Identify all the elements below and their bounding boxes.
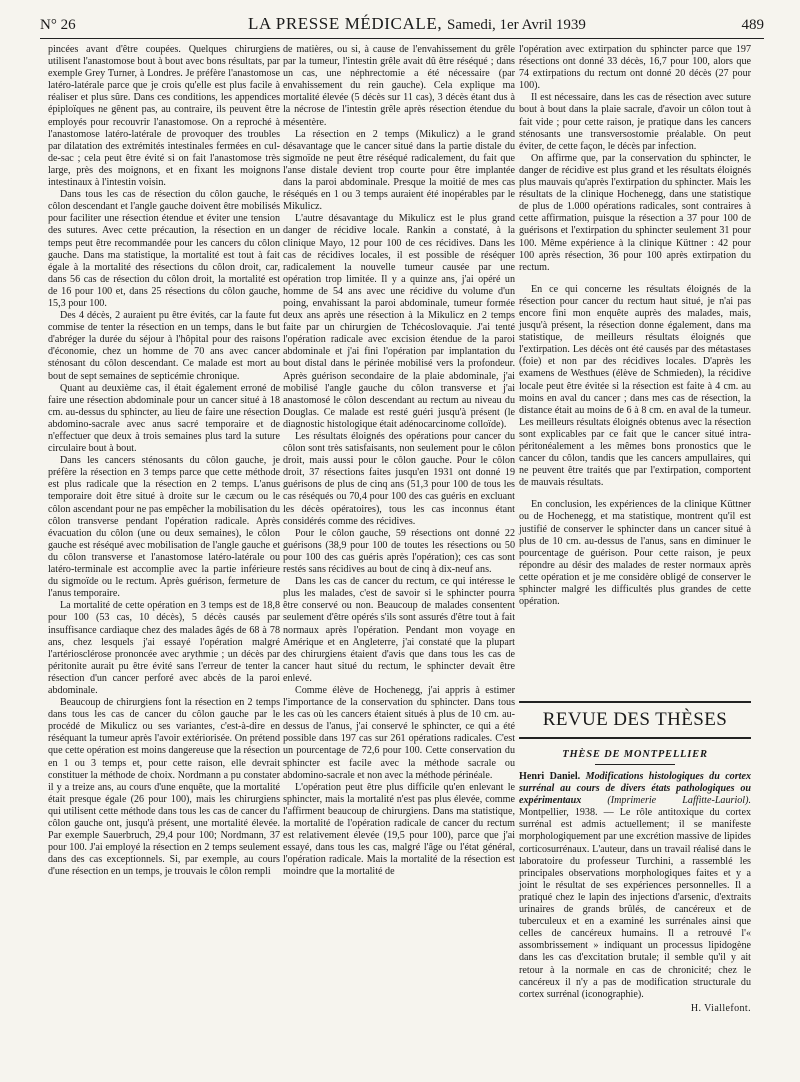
- masthead: [40, 14, 764, 40]
- paragraph: En conclusion, les expériences de la clinique Küttner ou de Hochenegg, et ma statistique, montrent qu'il est justifié de conserver le sphincter dans un cancer situé à plus de 10 cm. au-dessus de l'anus, sans en diminuer le pourcentage de guérison. Pour cette raison, je peux répondre au désir des malades de rester normaux après cette opération et je me considère obligé de conserver le sphincter malgré les difficultés plus grandes de cette opération.: [519, 499, 751, 608]
- paragraph: de matières, ou si, à cause de l'envahissement du grêle par la tumeur, l'intestin grêle avait dû être réséqué ; dans un cas, une néphrectomie a été nécessaire (par envahissement du rein gauche). Cela explique ma mortalité élevée (5 décès sur 11 cas), 3 décès étant dus à la nécrose de l'intestin grêle après résection étendue du mésentère.: [283, 44, 515, 128]
- paragraph: Les résultats éloignés des opérations pour cancer du côlon sont très satisfaisants, non seulement pour le côlon droit, mais aussi pour le côlon gauche. Pour le côlon droit, 37 résections faites jusqu'en 1931 ont donné 19 guérisons de plus de cinq ans (51,3 pour 100 de tous les cas réséqués ou 70,4 pour 100 des cas guéris en excluant les décès opératoires), tous les cas inconnus étant considérés comme des récidives.: [283, 431, 515, 527]
- paragraph: Dans les cas de cancer du rectum, ce qui intéresse le plus les malades, c'est de savoir si le sphincter pourra être conservé ou non. Beaucoup de malades consentent seulement d'être opérés s'ils sont assurés d'être tout à fait normaux après l'opération. Pendant mon voyage en Amérique et en Angleterre, j'ai constaté que la plupart des chirurgiens étaient d'avis que dans tous les cas de cancer haut situé du rectum, le sphincter devait être enlevé.: [283, 576, 515, 684]
- header-rule: [40, 38, 764, 39]
- review-author: Henri Daniel.: [519, 771, 581, 782]
- paragraph: On affirme que, par la conservation du sphincter, le danger de récidive est plus grand et les résultats éloignés plus mauvais qu'après l'extirpation du sphincter. Mais les résultats de la clinique Hochenegg, dans une statistique de plus de 1.000 opérations radicales, sont contraires à cette affirmation, puisque la résection a 37 pour 100 de guérisons et l'extirpation du sphincter seulement 31 pour 100. Même expérience à la clinique Küttner : 42 pour 100 après résection, 36 pour 100 après extirpation du rectum.: [519, 152, 751, 273]
- paragraph: Il est nécessaire, dans les cas de résection avec suture bout à bout dans la plaie sacrale, d'avoir un côlon tout à fait vide ; pour cette raison, je pratique dans les cancers sténosants une transversostomie préalable. On peut éviter, de cette façon, le décès par infection.: [519, 92, 751, 152]
- paragraph: La résection en 2 temps (Mikulicz) a le grand désavantage que le cancer situé dans la partie distale du sigmoïde ne peut être réséqué radicalement, du fait que l'anse distale devient trop courte pour être implantée dans la paroi abdominale. Presque la moitié de mes cas réséqués en 1 ou 3 temps auraient été inopérables par le Mikulicz.: [283, 128, 515, 213]
- paragraph: En ce qui concerne les résultats éloignés de la résection pour cancer du rectum haut situé, je n'ai pas encore fini mon enquête auprès des malades, mais, jusqu'à présent, la résection donne également, dans ma statistique, de meilleurs résultats éloignés que l'extirpation. Les décès ont été causés par des métastases (foie) et non par des récidives locales. D'après les examens de Westhues (élève de Schmieden), la récidive locale peut être évitée si la résection est faite à 4 cm. au moins en aval du cancer ; dans mes cas de résection, la distance était au moins de 6 à 8 cm. en aval de la tumeur. Les meilleurs résultats éloignés obtenus avec la résection sont explicables par ce fait que le cancer situé intra-péritonéalement a les mêmes bons pronostics que le cancer du côlon, tandis que les cancers ampullaires, qui ne peuvent être traités que par l'extirpation, comportent de mauvais résultats.: [519, 283, 751, 489]
- column-2: [283, 44, 515, 878]
- paragraph: La mortalité de cette opération en 3 temps est de 18,8 pour 100 (53 cas, 10 décès), 5 décès causés par insuffisance cardiaque chez des malades âgés de 68 à 78 ans, chez lesquels j'ai essayé l'opération malgré l'artériosclérose prononcée avec arythmie ; un décès par péritonite aurait pu être évité sans l'erreur de tenter la résection d'un cancer perforé avec abcès de la paroi abdominale.: [48, 600, 280, 696]
- thesis-review: [519, 701, 751, 1014]
- page-number: 489: [741, 17, 764, 33]
- review-thesis-title: Modifications histologiques du cortex surrénal au cours de divers états pathologiques ou expérimentaux: [519, 771, 751, 807]
- issue-number: N° 26: [40, 17, 76, 33]
- paragraph: L'autre désavantage du Mikulicz est le plus grand danger de récidive locale. Rankin a constaté, à la clinique Mayo, 12 pour 100 de ces récidives. Dans les cas de récidives locales, il est possible de réséquer radicalement la nouvelle tumeur causée par une opération trop limitée. Il y a quinze ans, j'ai opéré un homme de 54 ans avec une récidive du volume d'un poing, envahissant la paroi abdominale, tumeur formée deux ans après une résection à la Mikulicz en 2 temps faite par un chirurgien de Tchécoslovaquie. J'ai tenté l'opération radicale avec excision étendue de la paroi abdominale et j'ai fini l'opération par implantation du bout distal dans le périnée mobilisé vers la profondeur. Après guérison secondaire de la plaie abdominale, j'ai mobilisé l'angle gauche du côlon transverse et j'ai anastomosé le côlon descendant au rectum au niveau du Douglas. Ce malade est resté guéri jusqu'à présent (le diagnostic histologique était adénocarcinome colloïde).: [283, 213, 515, 430]
- section-title: REVUE DES THÈSES: [542, 709, 728, 730]
- column-1: [48, 44, 280, 878]
- paragraph: L'opération peut être plus difficile qu'en enlevant le sphincter, mais la mortalité n'est pas plus élevée, comme l'affirment beaucoup de chirurgiens. Dans ma statistique, la mortalité de l'opération radicale de cancer du rectum est relativement élevée (19,5 pour 100), parce que j'ai essayé, dans tous les cas, malgré l'âge ou l'état général, l'opération radicale. Mais la mortalité de la résection est moindre que la mortalité de: [283, 781, 515, 878]
- section-rule-top: [519, 701, 751, 703]
- subsection-rule: [595, 764, 675, 765]
- paragraph: pincées avant d'être coupées. Quelques chirurgiens utilisent l'anastomose bout à bout avec bons résultats, par exemple Grey Turner, à Londres. Je préfère l'anastomose latéro-latérale parce que je crois qu'elle est plus facile à réaliser et plus sûre. Dans ces conditions, les appendices épiploïques ne gênent pas, au contraire, ils peuvent être employés pour recouvrir l'anastomose. On a reproché à l'anastomose latéro-latérale de provoquer des troubles par dilatation des extrémités intestinales fermées en cul-de-sac ; cela peut être évité si on fait l'anastomose très large, près des moignons, et en fixant les moignons intestinaux à l'intestin voisin.: [48, 44, 280, 189]
- column-3: [519, 44, 751, 608]
- journal-title: [248, 14, 586, 34]
- paragraph: Comme élève de Hochenegg, j'ai appris à estimer l'importance de la conservation du sphincter. Dans tous les cas où les cancers étaient situés à plus de 10 cm. au-dessus de l'anus, j'ai conservé le sphincter, ce qui a été possible dans 197 cas sur 261 opérations radicales. C'est un pourcentage de 72,6 pour 100. Cette conservation du sphincter est facile avec la méthode sacrale ou abdomino-sacrale et non avec la méthode périnéale.: [283, 684, 515, 781]
- review-text: [519, 771, 751, 1001]
- paragraph: Pour le côlon gauche, 59 résections ont donné 22 guérisons (38,9 pour 100 de toutes les résections ou 50 pour 100 des cas guéris après l'opération); ces cas sont restés sans récidives au bout de cinq à dix-neuf ans.: [283, 527, 515, 576]
- paragraph: l'opération avec extirpation du sphincter parce que 197 résections ont donné 33 décès, 16,7 pour 100, alors que 74 extirpations du rectum ont donné 20 décès (27 pour 100).: [519, 44, 751, 92]
- paragraph: Quant au deuxième cas, il était également erroné de faire une résection abdominale pour un cancer situé à 18 cm. au-dessus du sphincter, au lieu de faire une résection abdomino-sacrale avec anus sacré temporaire et de n'effectuer que deux à trois semaines plus tard la suture circulaire bout à bout.: [48, 382, 280, 455]
- review-signature: H. Viallefont.: [690, 1002, 751, 1014]
- issue-date: Samedi, 1er Avril 1939: [447, 17, 586, 33]
- paragraph: Des 4 décès, 2 auraient pu être évités, car la faute fut commise de tenter la résection en un temps, dans le but d'abréger la durée du séjour à l'hôpital pour des raisons d'économie, chez un homme de 70 ans avec cancer sténosant du côlon descendant. Ce malade est mort au bout de sept semaines de septicémie chronique.: [48, 310, 280, 382]
- journal-name: LA PRESSE MÉDICALE,: [248, 14, 443, 33]
- paragraph: Dans les cancers sténosants du côlon gauche, je préfère la résection en 3 temps parce que cette méthode est plus radicale que la résection en 2 temps. L'anus temporaire doit être situé à droite sur le cæcum ou le côlon ascendant pour ne pas empêcher la mobilisation du côlon transverse pendant l'opération radicale. Après évacuation du côlon (une ou deux semaines), le côlon gauche est réséqué avec mobilisation de l'angle gauche et du côlon transverse et l'anastomose latéro-latérale ou latéro-terminale est accomplie avec la partie inférieure du sigmoïde ou le rectum. Après guérison, fermeture de l'anus temporaire.: [48, 455, 280, 600]
- paragraph: Dans tous les cas de résection du côlon gauche, le côlon descendant et l'angle gauche doivent être mobilisés pour faciliter une résection étendue et éviter une tension des sutures. Avec cette précaution, la résection en un temps peut être recommandée pour les cancers du côlon gauche. Dans ma statistique, la mortalité est tout à fait égale à la mortalité des résections du côlon droit, car, dans 56 cas de résection du côlon droit, la mortalité est de 16 pour 100 et, dans 25 résections du côlon gauche, 15,3 pour 100.: [48, 189, 280, 309]
- subsection-title: THÈSE DE MONTPELLIER: [562, 749, 708, 760]
- paragraph: Beaucoup de chirurgiens font la résection en 2 temps dans tous les cas de cancer du côlon gauche par le procédé de Mikulicz ou ses variantes, c'est-à-dire en réséquant la tumeur après l'avoir extériorisée. On prétend que cette opération est moins dangereuse que la résection en 1 ou 3 temps et, pour cette raison, elle devrait constituer la méthode de choix. Nordmann a pu constater il y a treize ans, au cours d'une enquête, que la mortalité était presque égale (26 pour 100), mais les chirurgiens qui utilisent cette méthode dans tous les cas de cancer du côlon gauche ont, jusqu'à présent, une mortalité élevée. Par exemple Sauerbruch, 29,4 pour 100; Nordmann, 37 pour 100. J'ai employé la résection en 2 temps seulement dans des cas exceptionnels. Si, par exemple, au cours d'une résection en un temps, je trouvais le côlon rempli: [48, 697, 280, 878]
- review-body: Montpellier, 1938. — Le rôle antitoxique du cortex surrénal est admis actuellement; il se manifeste morphologiquement par une excrétion massive de lipides corticosurrénaux. L'auteur, dans un travail réalisé dans le laboratoire du professeur Turchini, a rassemblé les principales observations morphologiques faites et y a joint le résultat de ses expériences personnelles. Il a pratiqué chez le lapin des injections d'arsenic, d'extraits urinaires de grands brûlés, de cancéreux et de tuberculeux et en a examiné les surrénales ainsi que celles de cancéreux humains. Il a retrouvé l'« assombrissement » indiquant un processus lipidogène dans les cas d'excitation brutale; il semble qu'il y ait retour à la normale en cas de chronicité; chez le cancéreux il n'y a pas de modification structurale du cortex surrénal (iconographie).: [519, 807, 751, 1000]
- review-publisher: (Imprimerie Laffitte-Lauriol).: [607, 795, 751, 807]
- section-rule-bottom: [519, 737, 751, 739]
